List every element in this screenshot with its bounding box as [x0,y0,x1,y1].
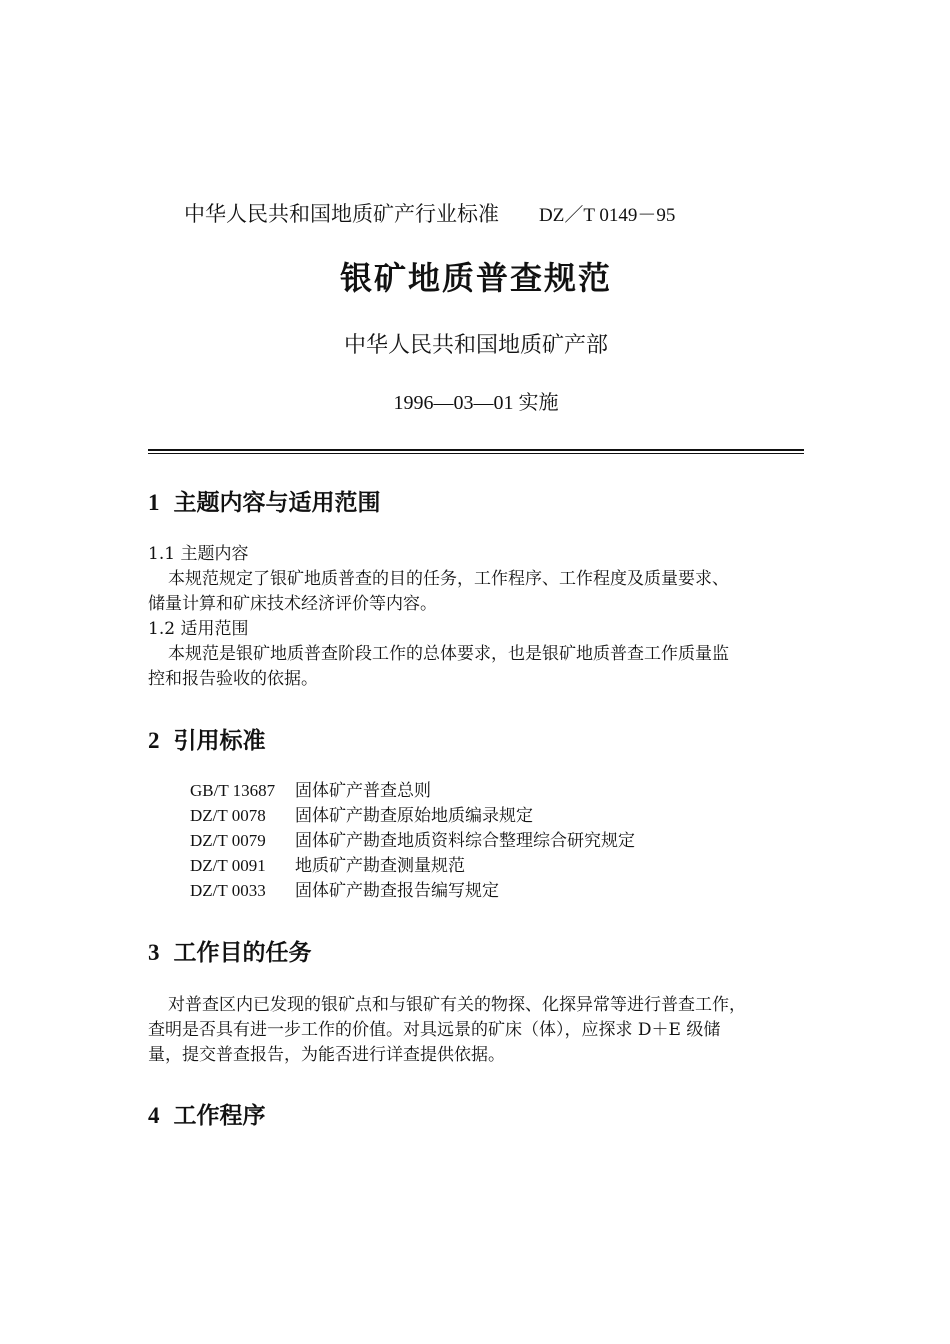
reference-code: GB/T 13687 [190,781,276,800]
effective-date: 1996—03—01 实施 [393,392,559,414]
section-4-number: 4 [148,1103,160,1128]
reference-item [190,853,465,879]
reference-code: DZ/T 0078 [190,806,266,825]
reference-name: 固体矿产勘查地质资料综合整理综合研究规定 [295,831,635,851]
document-title: 银矿地质普查规范 [339,259,612,297]
industry-standard-label: 中华人民共和国地质矿产行业标准 [184,202,499,226]
reference-code: DZ/T 0033 [190,881,266,900]
section-3-title: 工作目的任务 [173,939,312,966]
issuing-authority: 中华人民共和国地质矿产部 [343,333,608,358]
section-2-number: 2 [148,728,160,753]
standard-code: DZ／T 0149－95 [539,205,676,226]
section-4-heading [148,1097,266,1130]
divider-thin [148,453,804,454]
reference-name: 固体矿产勘查报告编写规定 [295,881,499,901]
section-1-heading [148,484,381,517]
section-3-number: 3 [148,940,160,965]
section-1-number: 1 [148,490,160,515]
subsection-1-1-title: 1.1 主题内容 [148,544,249,564]
reference-name: 地质矿产勘查测量规范 [295,856,465,876]
subsection-1-1-line-2: 储量计算和矿床技术经济评价等内容。 [148,594,437,614]
reference-item [190,878,499,904]
section-2-heading [148,722,266,755]
subsection-1-2-title: 1.2 适用范围 [148,619,249,639]
reference-item [190,778,431,804]
section-3-line-1: 对普查区内已发现的银矿点和与银矿有关的物探、化探异常等进行普查工作， [168,995,746,1015]
section-2-title: 引用标准 [173,727,266,754]
reference-code: DZ/T 0091 [190,856,266,875]
section-4-title: 工作程序 [173,1102,266,1129]
section-3-heading [148,934,312,967]
reference-code: DZ/T 0079 [190,831,266,850]
section-1-title: 主题内容与适用范围 [173,489,381,516]
subsection-1-2-line-1: 本规范是银矿地质普查阶段工作的总体要求，也是银矿地质普查工作质量监 [168,644,729,664]
section-3-line-2: 查明是否具有进一步工作的价值。对具远景的矿床（体），应探求 D＋E 级储 [148,1020,721,1040]
divider-thick [148,449,804,451]
reference-name: 固体矿产普查总则 [295,781,431,801]
standard-header [184,198,784,228]
subsection-1-1-line-1: 本规范规定了银矿地质普查的目的任务，工作程序、工作程度及质量要求、 [168,569,729,589]
section-3-line-3: 量，提交普查报告，为能否进行详查提供依据。 [148,1045,505,1065]
reference-item [190,828,635,854]
subsection-1-2-line-2: 控和报告验收的依据。 [148,669,318,689]
reference-item [190,803,533,829]
reference-name: 固体矿产勘查原始地质编录规定 [295,806,533,826]
